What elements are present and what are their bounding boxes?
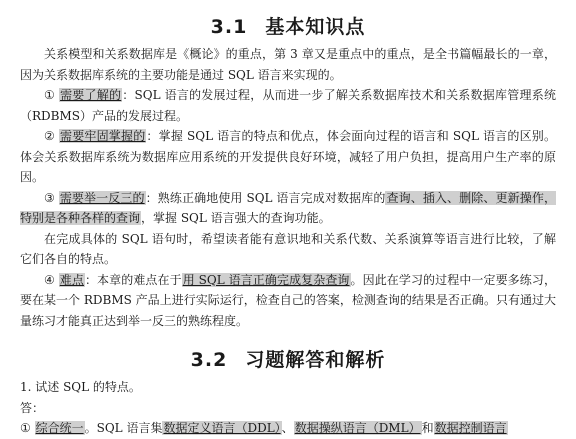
item-label: 需要举一反三的 [59,190,145,205]
item-highlight: 数据控制语言 [434,421,507,435]
section-number: 3.1 [210,16,248,38]
answer-label: 答： [20,400,45,415]
item-4-paragraph [20,270,556,332]
item-highlight: 数据定义语言（DDL） [163,421,281,435]
section-title: 习题解答和解析 [245,349,386,371]
item-text: 。SQL 语言集 [84,421,163,435]
item-text: 和 [421,421,434,435]
item-highlight: 用 SQL 语言正确完成复杂查询 [182,272,350,287]
item-marker: ④ [44,272,55,287]
item-1-paragraph [20,85,556,126]
item-marker: ② [44,129,55,143]
item-label: 综合统一 [35,421,84,435]
item-text: ：掌握 SQL 语言的特点和优点，体会面向过程的语言和 SQL 语言的区别。体会关系数据库系统为数据库应用系统的开发提供良好环境，减轻了用户负担，提高用户生产率的原因。 [20,129,556,184]
answer-1-paragraph [20,418,556,439]
item-highlight: 数据操纵语言（DML） [294,421,421,435]
section-heading-3-2 [20,343,556,377]
item-text: 、 [281,421,294,435]
item-label: 难点 [59,272,84,287]
item-2-paragraph [20,126,556,188]
item-text: ：熟练正确地使用 SQL 语言完成对数据库的 [145,190,386,205]
item-marker: ③ [44,190,55,205]
item-marker: ① [44,88,55,102]
comparison-paragraph: 在完成具体的 SQL 语句时，希望读者能有意识地和关系代数、关系演算等语言进行比较，了解它们各自的特点。 [20,231,556,266]
section-number: 3.2 [190,349,228,371]
item-3-paragraph [20,188,556,229]
section-heading-3-1 [20,10,556,44]
section-title: 基本知识点 [265,16,366,38]
item-text: ，掌握 SQL 语言强大的查询功能。 [141,211,331,225]
item-text: ：本章的难点在于 [84,272,182,287]
item-highlight: 查询、插入、删除、更新操作，特别是各种各样的查询 [20,190,556,225]
question-line: 1. 试述 SQL 的特点。 [20,380,141,394]
intro-paragraph: 关系模型和关系数据库是《概论》的重点，第 3 章又是重点中的重点，是全书篇幅最长的一章，因为关系数据库系统的主要功能是通过 SQL 语言来实现的。 [20,47,556,82]
item-label: 需要牢固掌握的 [60,129,146,143]
item-label: 需要了解的 [60,88,122,102]
item-marker: ① [20,421,31,435]
item-text: 。因此在学习的过程中一定要多练习，要在某一个 RDBMS 产品上进行实际运行，检查自己的答案，检测查询的结果是否正确。只有通过大量练习才能真正达到举一反三的熟练程度。 [20,272,556,328]
item-text: ：SQL 语言的发展过程，从而进一步了解关系数据库技术和关系数据库管理系统（RDBMS）产品的发展过程。 [20,88,556,123]
